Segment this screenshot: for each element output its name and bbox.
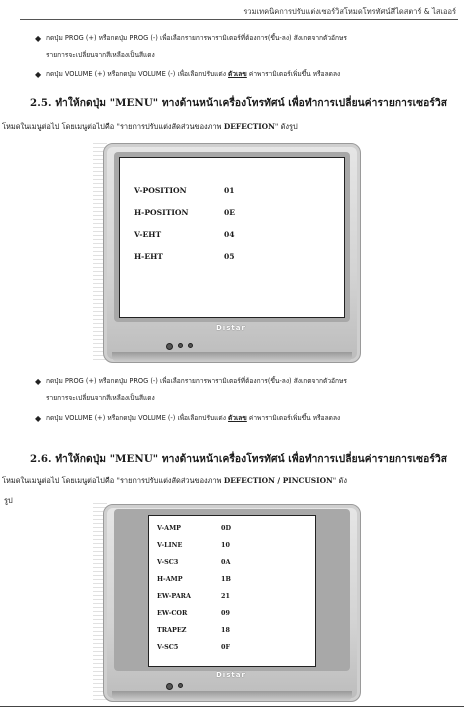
footer-rule (0, 706, 464, 707)
menu-label: V-SC5 (157, 643, 179, 651)
power-knob-icon (166, 343, 173, 350)
bullet-text-emph: ตัวเลข (228, 414, 247, 422)
section-2-6-heading: 2.6. ทำให้กดปุ่ม "MENU" ทางด้านหน้าเครื่องโทรทัศน์ เพื่อทำการเปลี่ยนค่ารายการเซอร์วิส (30, 453, 448, 465)
menu-label: EW-COR (157, 609, 188, 617)
menu-label: EW-PARA (157, 592, 191, 600)
section-2-6-line3: รูป (4, 496, 13, 505)
menu-label: V-SC3 (157, 558, 179, 566)
menu-value: 04 (224, 230, 235, 239)
bullet-text-line1: กดปุ่ม PROG (+) หรือกดปุ่ม PROG (-) เพื่อเลือกรายการพารามิเตอร์ที่ต้องการ(ขึ้น-ลง) สังเกตจากตัวอักษร (46, 34, 347, 42)
indicator-led-icon (178, 683, 183, 688)
menu-label: H-EHT (134, 252, 163, 261)
tv-screen (119, 157, 345, 318)
section-2-6-line2 (2, 474, 462, 488)
menu-value: 0F (221, 643, 230, 651)
bullet-volume-1 (35, 66, 461, 83)
menu-label: V-AMP (157, 524, 181, 532)
section-2-6-line2-pre: โหมดในเมนูต่อไป โดยเมนูต่อไปคือ "รายการปรับแต่งสัดส่วนของภาพ (2, 476, 224, 485)
bullet-text-pre: กดปุ่ม VOLUME (+) หรือกดปุ่ม VOLUME (-) เพื่อเลือกปรับแต่ง (46, 414, 229, 422)
tv-illustration-1 (103, 143, 361, 363)
page-header (0, 0, 464, 20)
menu-value: 0E (224, 208, 236, 217)
section-2-6-line2-post: " ดัง (332, 476, 347, 485)
section-2-5-line2 (2, 120, 462, 134)
bullet-diamond-icon: ◆ (35, 34, 42, 43)
tv-brand-logo: Distar (216, 324, 246, 332)
tv-illustration-2 (103, 504, 361, 702)
menu-value: 18 (221, 626, 230, 634)
bullet-text-line1: กดปุ่ม PROG (+) หรือกดปุ่ม PROG (-) เพื่อเลือกรายการพารามิเตอร์ที่ต้องการ(ขึ้น-ลง) สังเกตจากตัวอักษร (46, 377, 347, 385)
indicator-led-icon (178, 343, 183, 348)
menu-value: 0A (221, 558, 231, 566)
menu-value: 0D (221, 524, 231, 532)
menu-label: H-POSITION (134, 208, 189, 217)
bullet-diamond-icon: ◆ (35, 414, 42, 423)
menu-value: 1B (221, 575, 231, 583)
bullet-prog-1 (35, 30, 461, 64)
bullet-text-line2: รายการจะเปลี่ยนจากสีเหลืองเป็นสีแดง (46, 394, 155, 402)
bullet-text-post: ค่าพารามิเตอร์เพิ่มขึ้น หรือลดลง (246, 414, 341, 422)
bullet-diamond-icon: ◆ (35, 70, 42, 79)
menu-label: TRAPEZ (157, 626, 187, 634)
indicator-led-icon (188, 343, 193, 348)
section-2-5-heading: 2.5. ทำให้กดปุ่ม "MENU" ทางด้านหน้าเครื่องโทรทัศน์ เพื่อทำการเปลี่ยนค่ารายการเซอร์วิส (30, 97, 448, 109)
menu-value: 21 (221, 592, 230, 600)
menu-value: 09 (221, 609, 230, 617)
bullet-text-line2: รายการจะเปลี่ยนจากสีเหลืองเป็นสีแดง (46, 51, 155, 59)
power-knob-icon (166, 683, 173, 690)
menu-label: V-LINE (157, 541, 183, 549)
section-2-6-line2-bold: DEFECTION / PINCUSION (223, 476, 333, 485)
bullet-prog-2 (35, 373, 461, 407)
tv-screen (148, 515, 316, 667)
tv-base (112, 691, 352, 701)
tv-brand-logo: Distar (216, 671, 246, 679)
bullet-text-post: ค่าพารามิเตอร์เพิ่มขึ้น หรือลดลง (246, 70, 341, 78)
bullet-text-emph: ตัวเลข (228, 70, 247, 78)
menu-value: 01 (224, 186, 235, 195)
tv-base (112, 352, 352, 362)
section-2-5-line2-pre: โหมดในเมนูต่อไป โดยเมนูต่อไปคือ "รายการปรับแต่งสัดส่วนของภาพ (2, 122, 224, 131)
menu-value: 05 (224, 252, 235, 261)
bullet-text-pre: กดปุ่ม VOLUME (+) หรือกดปุ่ม VOLUME (-) เพื่อเลือกปรับแต่ง (46, 70, 229, 78)
section-2-5-line2-post: " ดังรูป (274, 122, 298, 131)
menu-label: V-POSITION (134, 186, 187, 195)
section-2-5-line2-bold: DEFECTION (223, 122, 275, 131)
bullet-diamond-icon: ◆ (35, 377, 42, 386)
bullet-volume-2 (35, 410, 461, 427)
header-title: รวมเทคนิคการปรับแต่งเซอร์วิสโหมดโทรทัศน์สีไดสตาร์ & ไสเออร์ (243, 7, 456, 16)
menu-value: 10 (221, 541, 230, 549)
header-rule (20, 19, 458, 20)
menu-label: V-EHT (134, 230, 162, 239)
menu-label: H-AMP (157, 575, 183, 583)
